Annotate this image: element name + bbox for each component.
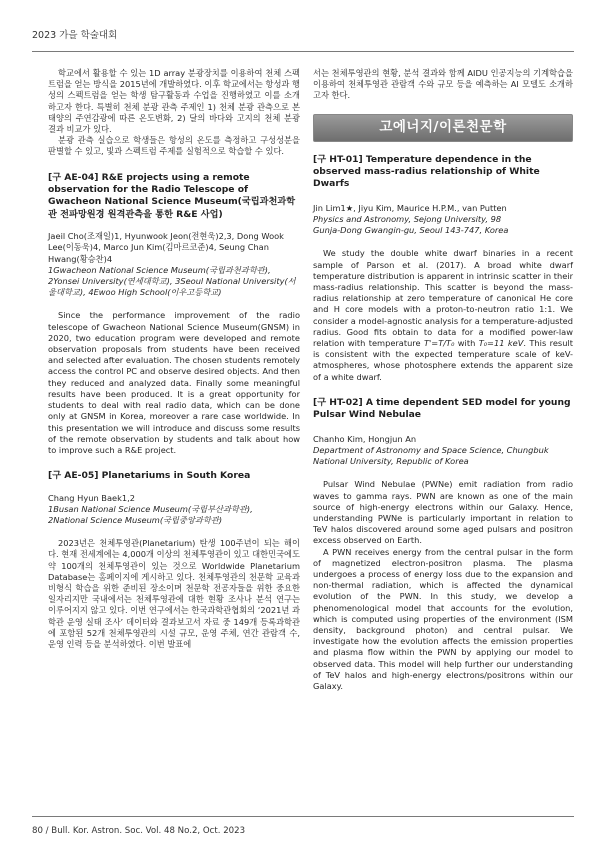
ae04-abstract: Since the performance improvement of the radio telescope of Gwacheon National Science Museum(GNSM) in 2020, two education program were developed and remote observation proposals from students have been received and selected after evaluation. The chosen students remotely access the control PC and observe desired objects. And then they reduced and analyzed data. Finally some meaningful results have been produced. It is a great opportunity for students to deal with real radio data, which can be done only at GNSM in Korea, moreover a rare case worldwide. In this presentation we will introduce and discuss some results of the remote observation by students and talk about how to improve such a R&E project. <box>48 310 300 455</box>
ht01-title: [구 HT-01] Temperature dependence in the observed mass-radius relationship of White Dwarfs <box>313 153 540 190</box>
ht01-authors: Jin Lim1★, Jiyu Kim, Maurice H.P.M., van Putten <box>313 202 507 213</box>
ht02-abstract-paragraph-2: A PWN receives energy from the central pulsar in the form of magnetized electron-positron plasma. The plasma undergoes a process of energy loss due to the expansion and non-thermal radiation, which is affected the dynamical evolution of the PWN. In this study, we develop a phenomenological model that accounts for the evolution, which is computed using properties of the environment (ISM density, background photon) and central pulsar. We investigate how the evolution affects the emission properties and plasma flow within the PWN by applying our model to observed data. This model will help further our understanding of TeV halos and high-energy electrons/positrons within our Galaxy. <box>313 546 573 691</box>
right-column <box>313 68 573 692</box>
ht01-formula-t0: T₀=11 keV <box>478 338 524 349</box>
intro-paragraph-1: 학교에서 활용할 수 있는 1D array 분광장치를 이용하여 천체 스펙트럼을 얻는 방식을 2015년에 개발하였다. 이후 학교에서는 항성과 행성의 스펙트럼을 얻는 학생 탐구활동과 수업을 진행하였고 이를 소개하고자 한다. 특별히 천체 분광 관측 주제인 1) 천체 분광 관측으로 본 태양의 주연감광에 따른 온도변화, 2) 달의 바다와 고지의 천체 분광 결과 비교가 있다. <box>48 68 300 135</box>
ae05-title: [구 AE-05] Planetariums in South Korea <box>48 470 251 482</box>
ht01-formula-t-prime: T'=T/T₀ <box>424 338 455 349</box>
ae05-abstract: 2023년은 천체투영관(Planetarium) 탄생 100주년이 되는 해이다. 현재 전세계에는 4,000개 이상의 천체투영관이 있고 대한민국에도 약 100개의 천체투영관이 있는 것으로 Worldwide Planetarium Database는 홈페이지에 게시하고 있다. 천체투영관의 천문학 교육과 비형식 학습을 위한 준비된 장소이며 천문학 전공자들을 위한 중요한 일자리지만 국내에서는 천체투영관에 대한 현황 조사나 분석 연구는 이루어지지 않고 있다. 이번 연구에서는 한국과학관협회의 ‘2021년 과학관 운영 실태 조사’ 데이터와 결과보고서 자료 중 149개 등록과학관에 포함된 52개 천체투영관의 시설 규모, 운영 주체, 연간 관람객 수, 운영 인력 등을 분석하였다. 이번 발표에 <box>48 538 300 649</box>
ae05-affiliation-2: 2National Science Museum(국립중앙과학관) <box>48 514 223 525</box>
ht01-affiliation-line-1: Physics and Astronomy, Sejong University, 98 <box>313 214 502 225</box>
ae04-affiliations: 1Gwacheon National Science Museum(국립과천과학관), 2Yonsei University(연세대학교), 3Seoul National University(서울대학교), 4Ewoo High School(이우고등학교) <box>48 264 296 298</box>
ht01-affiliation-line-2: Gunja-Dong Gwangin-gu, Seoul 143-747, Korea <box>313 225 509 236</box>
ht01-abstract-part-a: We study the double white dwarf binaries in a recent sample of Parson et al. (2017). A broad white dwarf temperature distribution is apparent in intrinsic scatter in their mass-radius relationship. This scatter is beyond the mass-radius relationship at zero temperature of canonical He core and H core models with a proton-to-neutron ratio 1:1. We consider a model-agnostic analysis for a temperature-adjusted radius. Good fits obtain to data for a modified power-law relation with temperature <box>313 248 573 349</box>
ht01-abstract-part-b: with <box>454 338 479 349</box>
ht02-affiliation: Department of Astronomy and Space Science, Chungbuk National University, Republic of Korea <box>313 444 549 467</box>
section-banner: 고에너지/이론천문학 <box>313 114 573 142</box>
ht01-abstract <box>313 248 573 382</box>
ht01-abstract-part-c: . This result is consistent with the expected temperature scale of keV-atmospheres, whose photosphere extends the apparent size of a white dwarf. <box>313 338 573 382</box>
ae04-title: [구 AE-04] R&E projects using a remote observation for the Radio Telescope of Gwacheon National Science Museum(국립과천과학관 전파망원경 원격관측을 통한 R&E 사업) <box>48 171 296 220</box>
header-divider <box>32 51 574 52</box>
footer-divider <box>32 816 574 817</box>
journal-citation-footer: 80 / Bull. Kor. Astron. Soc. Vol. 48 No.2, Oct. 2023 <box>32 826 246 836</box>
intro-paragraph-2: 분광 관측 실습으로 학생들은 항성의 온도를 측정하고 구성성분을 판별할 수 있고, 빛과 스펙트럼 주제를 실험적으로 학습할 수 있다. <box>48 135 300 157</box>
ht02-abstract-paragraph-1: Pulsar Wind Nebulae (PWNe) emit radiation from radio waves to gamma rays. PWN are known as one of the main source of high-energy electrons within our Galaxy. Hence, understanding PWNe is particularly important in relation to TeV halos discovered around some aged pulsars and positron excess observed on Earth. <box>313 479 573 546</box>
ht02-title: [구 HT-02] A time dependent SED model for young Pulsar Wind Nebulae <box>313 396 571 421</box>
ae05-affiliation-1: 1Busan National Science Museum(국립부산과학관), <box>48 503 253 514</box>
ht02-authors: Chanho Kim, Hongjun An <box>313 433 417 444</box>
ae05-abstract-continued: 서는 천체투영관의 현황, 분석 결과와 함께 AIDU 인공지능의 기계학습을 이용하여 천체투영관 관람객 수와 규모 등을 예측하는 AI 모델도 소개하고자 한다. <box>313 68 573 101</box>
ae05-authors: Chang Hyun Baek1,2 <box>48 492 135 503</box>
left-column <box>48 68 300 650</box>
conference-header: 2023 가을 학술대회 <box>32 30 118 41</box>
ae04-authors: Jaeil Cho(조재일)1, Hyunwook Jeon(전현욱)2,3, Dong Wook Lee(이동욱)4, Marco Jun Kim(김마르코준)4, Seung Chan Hwang(황승찬)4 <box>48 231 284 264</box>
